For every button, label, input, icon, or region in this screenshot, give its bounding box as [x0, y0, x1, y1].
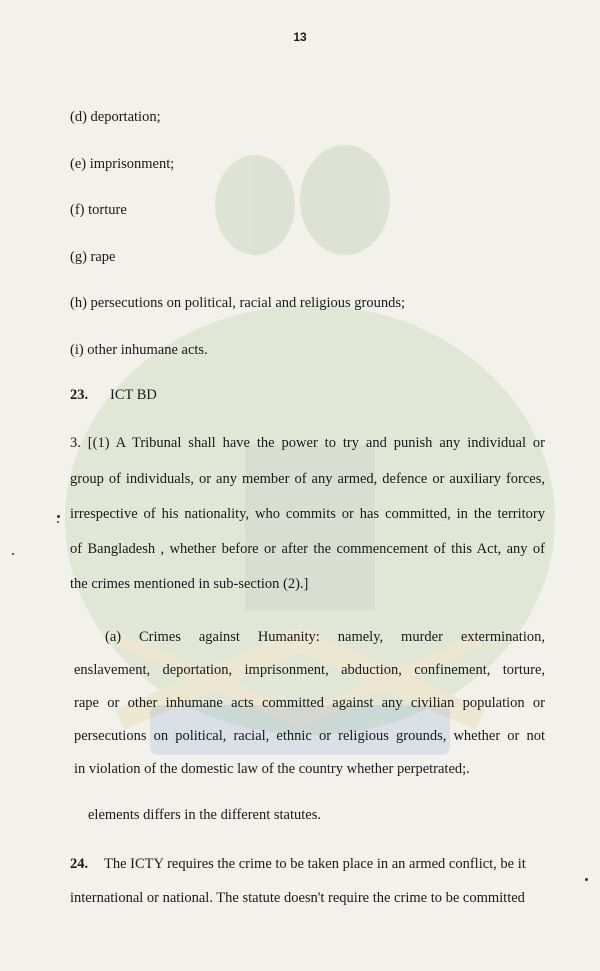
scan-speck	[57, 521, 59, 523]
section-24-number: 24.	[70, 856, 89, 872]
list-item-g: (g) rape	[70, 249, 116, 265]
section-24-line-1	[70, 855, 526, 873]
item-a-line-5: in violation of the domestic law of the country whether perpetrated;.	[74, 761, 470, 777]
item-a-line-1: (a) Crimes against Humanity: namely, murder extermination,	[105, 629, 545, 645]
paragraph-3-line-2: group of individuals, or any member of any armed, defence or auxiliary forces,	[70, 471, 545, 487]
elements-line: elements differs in the different statutes.	[88, 807, 322, 823]
scan-speck	[57, 515, 60, 518]
paragraph-3-line-5: the crimes mentioned in sub-section (2).]	[70, 576, 309, 592]
paragraph-3-line-3: irrespective of his nationality, who commits or has committed, in the territory	[70, 506, 545, 522]
list-item-i: (i) other inhumane acts.	[70, 342, 208, 358]
paragraph-3-line-1: 3. [(1) A Tribunal shall have the power to try and punish any individual or	[70, 435, 545, 451]
page-number: 13	[293, 30, 307, 44]
list-item-d: (d) deportation;	[70, 109, 161, 125]
section-23-number: 23.	[70, 387, 89, 403]
scan-speck	[12, 553, 14, 555]
section-24-text-1: The ICTY requires the crime to be taken place in an armed conflict, be it	[104, 856, 526, 872]
item-a-line-4: persecutions on political, racial, ethnic or religious grounds, whether or not	[74, 728, 545, 744]
section-23-heading	[70, 386, 157, 404]
paragraph-3-line-4: of Bangladesh , whether before or after the commencement of this Act, any of	[70, 541, 545, 557]
section-24-line-2: international or national. The statute doesn't require the crime to be committed	[70, 890, 525, 906]
section-23-title: ICT BD	[110, 387, 157, 403]
list-item-h: (h) persecutions on political, racial and religious grounds;	[70, 295, 406, 311]
list-item-f: (f) torture	[70, 202, 127, 218]
list-item-e: (e) imprisonment;	[70, 156, 175, 172]
item-a-line-2: enslavement, deportation, imprisonment, abduction, confinement, torture,	[74, 662, 545, 678]
scan-speck	[585, 878, 588, 881]
item-a-line-3: rape or other inhumane acts committed against any civilian population or	[74, 695, 545, 711]
